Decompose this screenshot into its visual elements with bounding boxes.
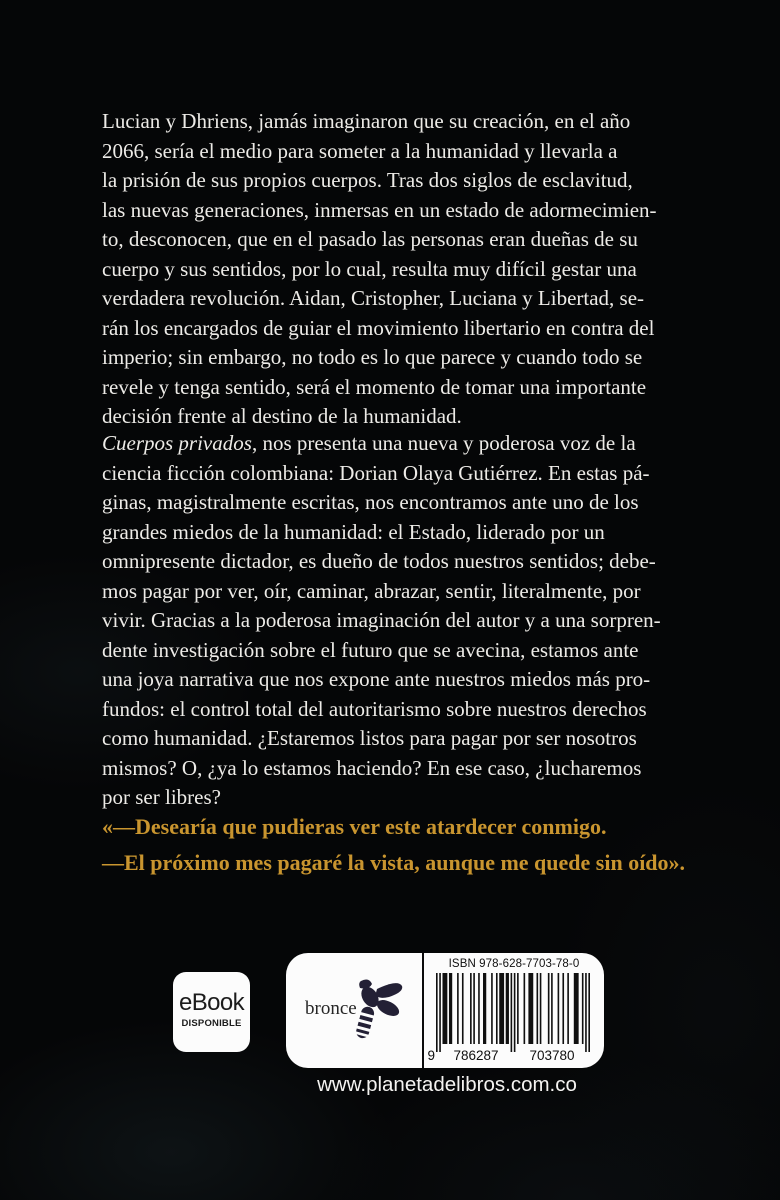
text-line: fundos: el control total del autoritarismo sobre nuestros derechos bbox=[102, 696, 647, 721]
text-line: imperio; sin embargo, no todo es lo que parece y cuando todo se bbox=[102, 345, 643, 369]
text-line: una joya narrativa que nos expone ante nuestros miedos más pro- bbox=[102, 667, 651, 691]
quote-line: «—Desearía que pudieras ver este atardecer conmigo. bbox=[102, 814, 607, 839]
text-line: mos pagar por ver, oír, caminar, abrazar, sentir, literalmente, por bbox=[102, 578, 641, 603]
text-line: to, desconocen, que en el pasado las personas eran dueñas de su bbox=[102, 227, 638, 251]
dialogue-quote bbox=[102, 809, 686, 881]
text-line: mismos? O, ¿ya lo estamos haciendo? En ese caso, ¿lucharemos bbox=[102, 755, 642, 780]
barcode-digit-group: 786287 bbox=[453, 1048, 499, 1063]
ebook-badge bbox=[173, 972, 250, 1052]
barcode-digit-group: 703780 bbox=[529, 1048, 575, 1063]
publisher-website: www.planetadelibros.com.co bbox=[317, 1073, 577, 1096]
barcode-bars bbox=[436, 973, 590, 1052]
isbn-label: ISBN 978-628-7703-78-0 bbox=[448, 958, 580, 970]
text-line: omnipresente dictador, es dueño de todos nuestros sentidos; debe- bbox=[102, 549, 656, 573]
ebook-label: eBook bbox=[178, 989, 245, 1016]
text-line: ginas, magistralmente escritas, nos encontramos ante uno de los bbox=[102, 490, 639, 514]
text-line: verdadera revolución. Aidan, Cristopher, Luciana y Libertad, se- bbox=[102, 286, 645, 310]
quote-line: —El próximo mes pagaré la vista, aunque me quede sin oído». bbox=[102, 850, 686, 875]
book-title-italic: Cuerpos privados bbox=[102, 431, 252, 455]
text-line: 2066, sería el medio para someter a la humanidad y llevarla a bbox=[102, 138, 618, 163]
text-line: la prisión de sus propios cuerpos. Tras dos siglos de esclavitud, bbox=[102, 168, 633, 192]
text-line: vivir. Gracias a la poderosa imaginación del autor y a una sorpren- bbox=[102, 608, 661, 632]
text-line: decisión frente al destino de la humanidad. bbox=[102, 404, 462, 428]
ebook-subtitle: DISPONIBLE bbox=[181, 1018, 242, 1029]
barcode-digit-group: 9 bbox=[427, 1048, 435, 1063]
text-line: Cuerpos privados, nos presenta una nueva y poderosa voz de la bbox=[102, 431, 636, 455]
text-line: como humanidad. ¿Estaremos listos para pagar por ser nosotros bbox=[102, 726, 637, 750]
text-line: por ser libres? bbox=[102, 785, 221, 809]
text-line: cuerpo y sus sentidos, por lo cual, resulta muy difícil gestar una bbox=[102, 256, 637, 281]
text-line: rán los encargados de guiar el movimiento libertario en contra del bbox=[102, 315, 655, 340]
review-paragraph bbox=[102, 429, 680, 813]
text-line: dente investigación sobre el futuro que se avecina, estamos ante bbox=[102, 637, 639, 662]
publisher-barcode-panel bbox=[286, 953, 604, 1068]
text-line: Lucian y Dhriens, jamás imaginaron que su creación, en el año bbox=[102, 109, 631, 133]
publisher-name: bronce bbox=[305, 998, 357, 1019]
bee-icon bbox=[348, 978, 404, 1040]
synopsis-paragraph bbox=[102, 107, 680, 432]
text-line: revele y tenga sentido, será el momento de tomar una importante bbox=[102, 374, 647, 399]
isbn-barcode bbox=[424, 953, 604, 1068]
text-line: grandes miedos de la humanidad: el Estado, liderado por un bbox=[102, 519, 605, 544]
text-line: ciencia ficción colombiana: Dorian Olaya Gutiérrez. En estas pá- bbox=[102, 460, 650, 485]
text-line: las nuevas generaciones, inmersas en un estado de adormecimien- bbox=[102, 197, 657, 222]
